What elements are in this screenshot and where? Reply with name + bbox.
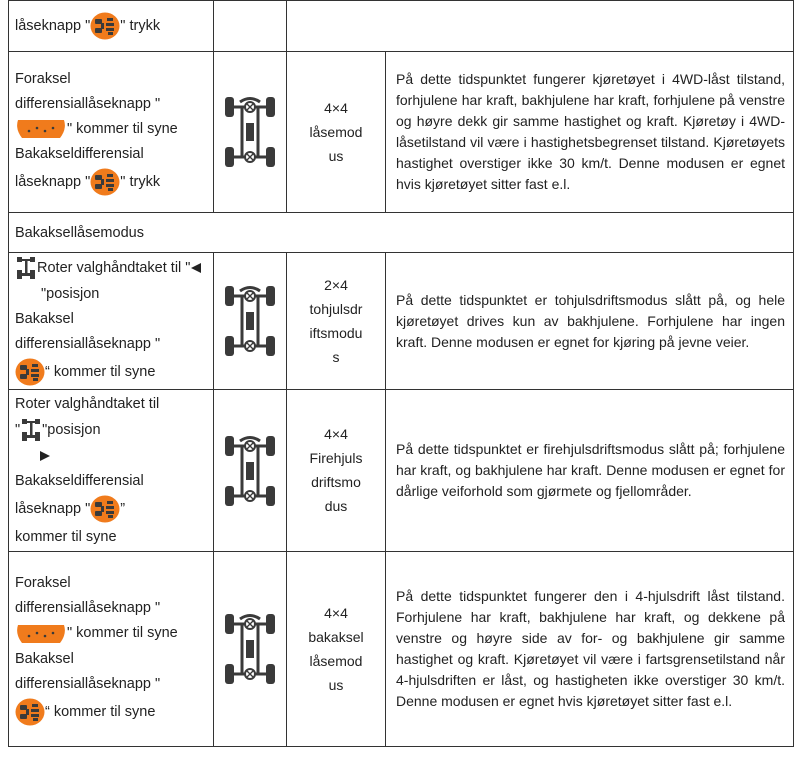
rear-diff-lock-icon (15, 358, 45, 386)
rear-diff-lock-icon (90, 12, 120, 40)
text: kommer til syne (15, 529, 117, 545)
text: Roter valghåndtaket til (15, 396, 160, 412)
text: Foraksel (15, 70, 71, 87)
condition-cell (9, 390, 214, 552)
text: “ kommer til syne (45, 703, 156, 720)
condition-cell (9, 52, 214, 213)
text: differensiallåseknapp " (15, 600, 161, 617)
text: Bakaksel (15, 650, 74, 667)
table-row (9, 552, 794, 747)
drive-mode-table (8, 0, 794, 747)
mode-label: s (332, 348, 340, 365)
mode-cell (287, 390, 386, 552)
icon-cell (214, 390, 287, 552)
text: Bakaksel (15, 311, 74, 327)
mode-cell (287, 52, 386, 213)
condition-cell (9, 552, 214, 747)
text: låseknapp " (15, 500, 91, 517)
icon-cell (214, 552, 287, 747)
text: " trykk (120, 173, 161, 190)
text: ” (120, 500, 126, 517)
arrow-icon (39, 450, 51, 462)
text: differensiallåseknapp " (15, 336, 161, 352)
chassis-icon (223, 432, 277, 510)
mode-label: Firehjuls (309, 450, 363, 466)
text: " kommer til syne (67, 625, 178, 642)
rear-diff-lock-icon (15, 698, 45, 726)
mode-label: 4×4 (324, 99, 348, 116)
table-row (9, 253, 794, 390)
front-diff-lock-icon (15, 623, 67, 645)
text: " trykk (120, 17, 161, 34)
mode-label: 4×4 (324, 604, 348, 621)
section-title: Bakaksellåsemodus (9, 213, 794, 253)
mode-label: bakaksel (308, 628, 364, 645)
mode-label: us (328, 676, 344, 693)
mode-label: driftsmo (311, 474, 361, 490)
text: Roter valghåndtaket til " (37, 259, 191, 276)
table-row (9, 52, 794, 213)
table-row (9, 1, 794, 52)
section-row (9, 213, 794, 253)
text: " (15, 421, 21, 438)
condition-cell (9, 1, 214, 52)
mode-label: dus (324, 498, 348, 514)
mode-label: us (328, 147, 344, 164)
mode-label: tohjulsdr (309, 300, 363, 317)
description-cell: På dette tidspunktet er tohjulsdriftsmodus slått på, og hele kjøretøyet drives kun av bakhjulene. Forhjulene har ingen kraft. Denne modusen er egnet for kjøring på jevne veier. (386, 253, 794, 390)
condition-cell (9, 253, 214, 390)
icon-cell (214, 52, 287, 213)
text: differensiallåseknapp " (15, 675, 161, 692)
icon-cell (214, 253, 287, 390)
front-diff-lock-icon (15, 118, 67, 140)
text: låseknapp " (15, 173, 91, 190)
mode-label: iftsmodu (309, 324, 363, 341)
icon-cell (214, 1, 287, 52)
description-cell: På dette tidspunktet fungerer kjøretøyet i 4WD-låst tilstand, forhjulene har kraft, bakhjulene har kraft, forhjulene på venstre og høyre dekk gir samme hastighet og kraft. Kjøretøy i 4WD-låsetilstand vil være i hastighetsbegrenset tilstand. Kjøretøyets hastighet overstiger ikke 30 km/t. Denne modusen er egnet hvis kjøretøyet sitter fast e.l. (386, 52, 794, 213)
selector-handle-icon (15, 256, 37, 280)
description-cell: På dette tidspunktet fungerer den i 4-hjulsdrift låst tilstand. Forhjulene har kraft, bakhjulene har kraft, og dekkene på venstre og høyre side av for- og bakhjulene gir samme hastighet og kraft. Kjøretøyet vil være i fartsgrensetilstand når 4-hjulsdriften er låst, og hastigheten ikke overstiger 30 km/t. Denne modusen er egnet hvis kjøretøyet sitter fast e.l. (386, 552, 794, 747)
rear-diff-lock-icon (90, 495, 120, 523)
text: "posisjon (42, 421, 101, 438)
selector-handle-icon (20, 418, 42, 442)
empty-cell (287, 1, 794, 52)
mode-label: 4×4 (324, 426, 348, 442)
description-cell: På dette tidspunktet er firehjulsdriftsmodus slått på; forhjulene har kraft, og bakhjulene har kraft. Denne modusen er egnet for dårlige veiforhold som gjørmete og fjellområder. (386, 390, 794, 552)
text: Bakakseldifferensial (15, 146, 144, 163)
chassis-icon (223, 282, 277, 360)
text: Foraksel (15, 575, 71, 592)
rear-diff-lock-icon (90, 168, 120, 196)
chassis-icon (223, 93, 277, 171)
mode-label: låsemod (309, 652, 363, 669)
mode-cell (287, 253, 386, 390)
text: "posisjon (41, 286, 100, 302)
text: " kommer til syne (67, 120, 178, 137)
text: “ kommer til syne (45, 363, 156, 380)
chassis-icon (223, 610, 277, 688)
arrow-icon (190, 262, 202, 274)
mode-cell (287, 552, 386, 747)
text: Bakakseldifferensial (15, 473, 144, 489)
mode-label: låsemod (309, 123, 363, 140)
table-row (9, 390, 794, 552)
text: differensiallåseknapp " (15, 95, 161, 112)
mode-label: 2×4 (324, 276, 348, 293)
text: låseknapp " (15, 17, 91, 34)
